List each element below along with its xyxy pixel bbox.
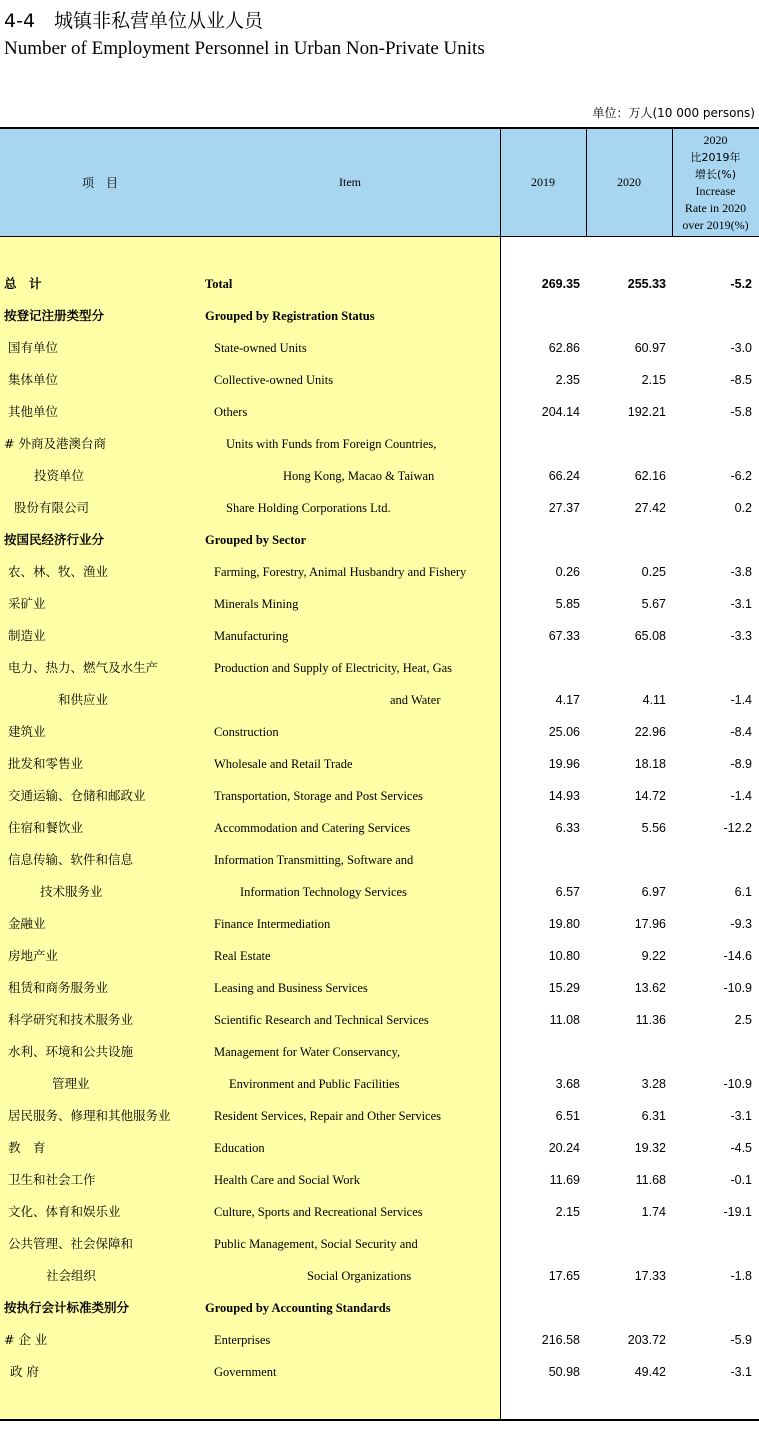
row-label-en: Information Technology Services (240, 885, 407, 899)
row-label-en: Collective-owned Units (214, 373, 334, 387)
column-divider (672, 129, 673, 236)
value-rate: -9.3 (730, 917, 752, 931)
row-label-en: Enterprises (214, 1333, 271, 1347)
value-2020: 22.96 (634, 725, 666, 739)
value-2019: 204.14 (541, 405, 580, 419)
row-label-en: Resident Services, Repair and Other Services (214, 1109, 442, 1123)
row-label-cn: 建筑业 (8, 724, 46, 739)
row-label-cn: 按国民经济行业分 (4, 532, 105, 547)
row-label-en: Total (205, 277, 233, 291)
table-row (0, 1260, 759, 1292)
value-rate: 0.2 (734, 501, 752, 515)
value-rate: -3.1 (730, 1109, 752, 1123)
table-row (0, 812, 759, 844)
header-rate-line: Increase (695, 183, 736, 198)
value-2019: 269.35 (541, 277, 580, 291)
row-label-en: Accommodation and Catering Services (214, 821, 411, 835)
value-rate: 2.5 (734, 1013, 752, 1027)
table-row (0, 1324, 759, 1356)
row-label-cn: 社会组织 (46, 1268, 97, 1283)
row-label-cn: 信息传输、软件和信息 (8, 852, 134, 867)
row-label-cn: 总 计 (4, 276, 42, 291)
value-rate: -3.1 (730, 597, 752, 611)
value-2020: 14.72 (634, 789, 666, 803)
row-label-en: State-owned Units (214, 341, 307, 355)
table-row (0, 748, 759, 780)
page-title-cn: 4-4 城镇非私营单位从业人员 (4, 10, 264, 32)
value-rate: -0.1 (730, 1173, 752, 1187)
table-row (0, 364, 759, 396)
page-title-en: Number of Employment Personnel in Urban Non-Private Units (4, 38, 485, 59)
value-rate: -3.1 (730, 1365, 752, 1379)
value-2020: 203.72 (627, 1333, 666, 1347)
table-row (0, 1228, 759, 1260)
table-row (0, 972, 759, 1004)
row-label-cn: 制造业 (8, 628, 46, 643)
value-rate: -3.0 (730, 341, 752, 355)
row-label-cn: 采矿业 (8, 596, 46, 611)
table-row (0, 1068, 759, 1100)
row-label-en: Information Transmitting, Software and (214, 853, 414, 867)
value-rate: -10.9 (723, 1077, 752, 1091)
table-row (0, 940, 759, 972)
row-label-cn: 集体单位 (8, 372, 59, 387)
table-row (0, 524, 759, 556)
row-label-en: Management for Water Conservancy, (214, 1045, 401, 1059)
value-rate: -1.4 (730, 693, 752, 707)
row-label-en: Minerals Mining (214, 597, 299, 611)
row-label-en: Health Care and Social Work (214, 1173, 360, 1187)
value-2019: 66.24 (548, 469, 580, 483)
value-rate: -1.8 (730, 1269, 752, 1283)
value-2020: 17.33 (634, 1269, 666, 1283)
value-2020: 62.16 (634, 469, 666, 483)
value-2019: 62.86 (548, 341, 580, 355)
value-2020: 255.33 (627, 277, 666, 291)
value-2019: 67.33 (548, 629, 580, 643)
row-label-cn: 管理业 (52, 1076, 90, 1091)
value-rate: -3.8 (730, 565, 752, 579)
value-2020: 65.08 (634, 629, 666, 643)
row-label-cn: 农、林、牧、渔业 (8, 564, 109, 579)
table-row (0, 620, 759, 652)
row-label-en: Finance Intermediation (214, 917, 331, 931)
table-row (0, 556, 759, 588)
value-rate: -14.6 (723, 949, 752, 963)
value-2020: 0.25 (641, 565, 666, 579)
value-2020: 13.62 (634, 981, 666, 995)
table-row (0, 1004, 759, 1036)
row-label-cn: 技术服务业 (40, 884, 103, 899)
row-label-cn: 卫生和社会工作 (8, 1172, 96, 1187)
table-row (0, 332, 759, 364)
value-2020: 19.32 (634, 1141, 666, 1155)
value-2020: 2.15 (641, 373, 666, 387)
value-2019: 25.06 (548, 725, 580, 739)
value-2020: 6.97 (641, 885, 666, 899)
row-label-en: Real Estate (214, 949, 271, 963)
header-2020: 2020 (617, 175, 641, 189)
row-label-cn: 和供应业 (58, 692, 109, 707)
row-label-cn: 租赁和商务服务业 (8, 980, 109, 995)
value-2019: 4.17 (555, 693, 580, 707)
value-2020: 3.28 (641, 1077, 666, 1091)
value-2019: 11.69 (549, 1173, 580, 1187)
row-label-en: Farming, Forestry, Animal Husbandry and Fishery (214, 565, 467, 579)
value-2019: 0.26 (555, 565, 580, 579)
row-label-en: Manufacturing (214, 629, 289, 643)
row-label-en: and Water (390, 693, 441, 707)
row-label-cn: 批发和零售业 (8, 756, 84, 771)
table-row (0, 1100, 759, 1132)
table-row (0, 908, 759, 940)
header-item-cn: 项 目 (82, 176, 119, 190)
row-label-en: Wholesale and Retail Trade (214, 757, 353, 771)
table-row (0, 716, 759, 748)
table-row (0, 1292, 759, 1324)
table-row (0, 844, 759, 876)
table-row (0, 492, 759, 524)
row-label-en: Culture, Sports and Recreational Services (214, 1205, 423, 1219)
table-row (0, 1196, 759, 1228)
row-label-cn: 水利、环境和公共设施 (8, 1044, 134, 1059)
unit-note: 单位：万人(10 000 persons) (592, 106, 755, 120)
value-rate: -19.1 (723, 1205, 752, 1219)
row-label-cn: # 外商及港澳台商 (4, 436, 106, 451)
row-label-cn: 投资单位 (34, 468, 85, 483)
row-label-en: Others (214, 405, 248, 419)
value-rate: 6.1 (734, 885, 752, 899)
row-label-en: Construction (214, 725, 279, 739)
value-2019: 50.98 (548, 1365, 580, 1379)
value-2020: 27.42 (634, 501, 666, 515)
row-label-cn: # 企 业 (4, 1332, 48, 1347)
row-label-cn: 电力、热力、燃气及水生产 (8, 660, 159, 675)
header-rate-line: over 2019(%) (682, 217, 749, 232)
value-rate: -5.2 (730, 277, 752, 291)
value-2019: 19.96 (548, 757, 580, 771)
value-2020: 49.42 (634, 1365, 666, 1379)
row-label-en: Grouped by Accounting Standards (205, 1301, 391, 1315)
row-label-cn: 交通运输、仓储和邮政业 (8, 788, 146, 803)
row-label-cn: 政 府 (10, 1364, 39, 1379)
table-row (0, 1036, 759, 1068)
table-row (0, 588, 759, 620)
header-item-en: Item (339, 175, 361, 189)
value-2019: 27.37 (548, 501, 580, 515)
value-2020: 11.36 (635, 1013, 666, 1027)
table-row (0, 300, 759, 332)
row-label-cn: 住宿和餐饮业 (8, 820, 84, 835)
value-2020: 5.56 (641, 821, 666, 835)
table-row (0, 268, 759, 300)
header-rate-line: 增长(%) (694, 167, 737, 181)
row-label-cn: 国有单位 (8, 340, 59, 355)
value-2019: 5.85 (555, 597, 580, 611)
value-2020: 60.97 (634, 341, 666, 355)
table-row (0, 1132, 759, 1164)
value-rate: -5.8 (730, 405, 752, 419)
value-rate: -4.5 (730, 1141, 752, 1155)
value-2020: 6.31 (641, 1109, 666, 1123)
table-row (0, 460, 759, 492)
row-label-cn: 金融业 (8, 916, 46, 931)
row-label-cn: 按登记注册类型分 (4, 308, 105, 323)
value-rate: -1.4 (730, 789, 752, 803)
table-row (0, 396, 759, 428)
table-row (0, 1164, 759, 1196)
value-2020: 17.96 (634, 917, 666, 931)
header-rate-line: Rate in 2020 (684, 200, 747, 215)
value-2020: 18.18 (634, 757, 666, 771)
value-2019: 3.68 (555, 1077, 580, 1091)
value-rate: -8.5 (730, 373, 752, 387)
header-rate-line: 2020 (703, 132, 728, 147)
value-rate: -12.2 (723, 821, 752, 835)
value-2019: 6.51 (555, 1109, 580, 1123)
row-label-en: Units with Funds from Foreign Countries, (226, 437, 437, 451)
row-label-en: Scientific Research and Technical Services (214, 1013, 429, 1027)
table-row (0, 652, 759, 684)
value-rate: -10.9 (723, 981, 752, 995)
row-label-en: Production and Supply of Electricity, Heat, Gas (214, 661, 453, 675)
row-label-en: Education (214, 1141, 265, 1155)
table-row (0, 1356, 759, 1388)
row-label-cn: 科学研究和技术服务业 (8, 1012, 134, 1027)
row-label-en: Leasing and Business Services (214, 981, 368, 995)
value-2019: 216.58 (541, 1333, 580, 1347)
value-2019: 19.80 (548, 917, 580, 931)
value-2020: 5.67 (641, 597, 666, 611)
value-2019: 10.80 (548, 949, 580, 963)
row-label-en: Public Management, Social Security and (214, 1237, 418, 1251)
value-2019: 17.65 (548, 1269, 580, 1283)
value-2019: 2.15 (555, 1205, 580, 1219)
row-label-cn: 文化、体育和娱乐业 (8, 1204, 121, 1219)
row-label-en: Environment and Public Facilities (229, 1077, 400, 1091)
value-2019: 20.24 (548, 1141, 580, 1155)
row-label-cn: 公共管理、社会保障和 (8, 1236, 134, 1251)
table-bottom-rule (0, 1419, 759, 1421)
value-rate: -8.4 (730, 725, 752, 739)
table-header (0, 127, 759, 237)
value-2019: 15.29 (548, 981, 580, 995)
value-2020: 11.68 (635, 1173, 666, 1187)
row-label-en: Grouped by Sector (205, 533, 307, 547)
header-rate-line: 比2019年 (690, 150, 741, 164)
row-label-cn: 教 育 (8, 1140, 46, 1155)
header-2019: 2019 (531, 175, 555, 189)
value-rate: -8.9 (730, 757, 752, 771)
value-2019: 6.33 (555, 821, 580, 835)
value-2020: 192.21 (627, 405, 666, 419)
table-row (0, 876, 759, 908)
row-label-cn: 居民服务、修理和其他服务业 (8, 1108, 171, 1123)
row-label-en: Hong Kong, Macao & Taiwan (283, 469, 435, 483)
row-label-cn: 其他单位 (8, 404, 59, 419)
table-row (0, 780, 759, 812)
value-2020: 1.74 (641, 1205, 666, 1219)
row-label-cn: 按执行会计标准类别分 (4, 1300, 130, 1315)
row-label-en: Transportation, Storage and Post Services (214, 789, 423, 803)
value-rate: -5.9 (730, 1333, 752, 1347)
value-2020: 9.22 (641, 949, 666, 963)
value-2019: 11.08 (549, 1013, 580, 1027)
row-label-en: Share Holding Corporations Ltd. (226, 501, 391, 515)
header-rate (672, 129, 759, 236)
value-rate: -3.3 (730, 629, 752, 643)
row-label-en: Government (214, 1365, 277, 1379)
value-2019: 14.93 (548, 789, 580, 803)
row-label-cn: 股份有限公司 (14, 500, 90, 515)
table-row (0, 684, 759, 716)
value-2019: 2.35 (555, 373, 580, 387)
row-label-cn: 房地产业 (8, 948, 59, 963)
value-2019: 6.57 (555, 885, 580, 899)
value-rate: -6.2 (730, 469, 752, 483)
column-divider (586, 129, 587, 236)
value-2020: 4.11 (642, 693, 666, 707)
row-label-en: Grouped by Registration Status (205, 309, 375, 323)
table-row (0, 428, 759, 460)
row-label-en: Social Organizations (307, 1269, 412, 1283)
